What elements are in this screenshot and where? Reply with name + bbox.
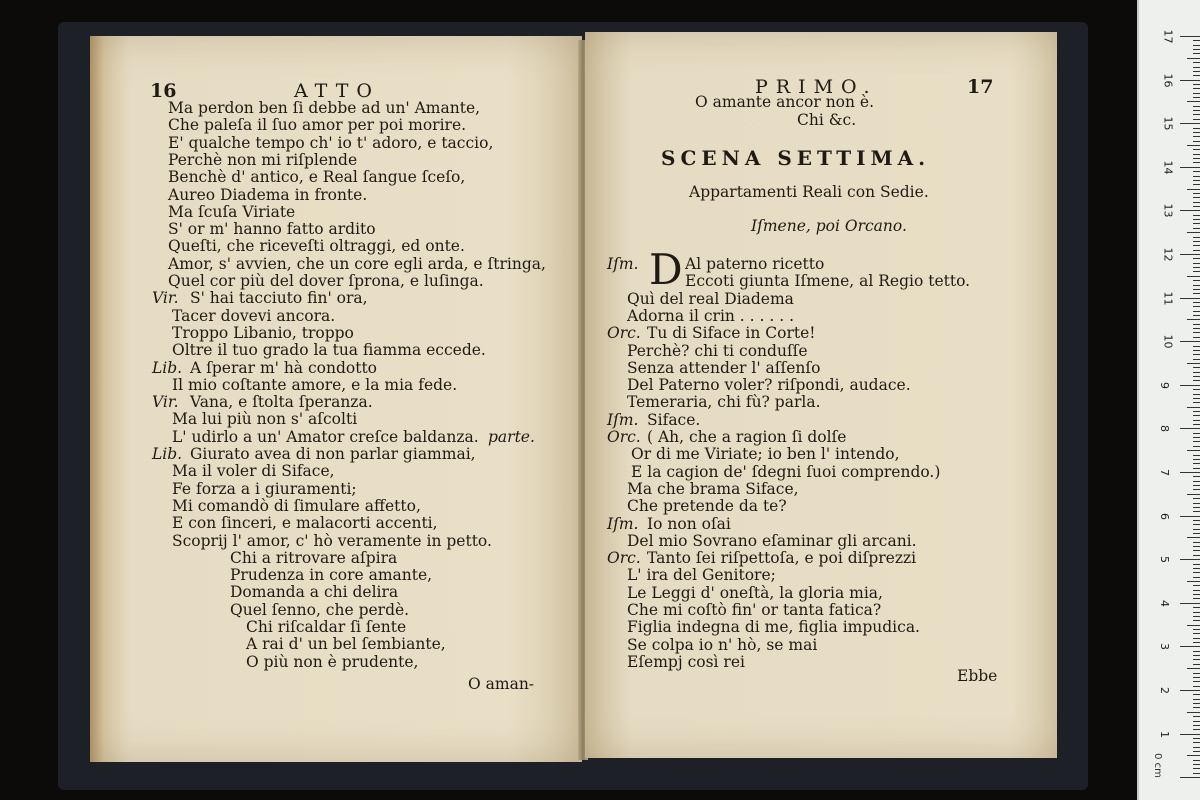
ruler-tick — [1193, 751, 1200, 752]
ruler-tick — [1193, 555, 1200, 556]
ruler-tick — [1180, 385, 1200, 386]
verse-line: A rai d' un bel ſembiante, — [246, 635, 446, 654]
ruler-tick — [1193, 585, 1200, 586]
verse-line: O più non è prudente, — [246, 652, 419, 671]
ruler-tick — [1193, 88, 1200, 89]
verse-line: O amante ancor non è. — [695, 93, 875, 111]
right-page — [585, 32, 1057, 758]
ruler-tick — [1180, 777, 1200, 778]
ruler-tick — [1193, 612, 1200, 613]
verse-line: Se colpa io n' hò, se mai — [627, 635, 818, 654]
ruler-tick — [1193, 415, 1200, 416]
ruler-tick — [1180, 36, 1200, 37]
ruler-tick — [1193, 114, 1200, 115]
verse-line: Oltre il tuo grado la tua fiamma eccede. — [172, 341, 486, 360]
ruler-tick — [1193, 629, 1200, 630]
verse-line: Quel ſenno, che perdè. — [230, 600, 410, 619]
ruler-tick — [1193, 703, 1200, 704]
verse-line: Benchè d' antico, e Real ſangue ſceſo, — [168, 168, 466, 187]
ruler-tick — [1193, 293, 1200, 294]
verse-line: Quì del real Diadema — [627, 289, 794, 308]
ruler-number: 6 — [1158, 512, 1171, 520]
ruler-unit-label: 0 cm — [1151, 753, 1163, 778]
ruler-tick — [1193, 119, 1200, 120]
ruler-tick — [1193, 572, 1200, 573]
ruler-tick — [1193, 476, 1200, 477]
ruler-tick — [1187, 58, 1200, 59]
ruler-tick — [1193, 598, 1200, 599]
ruler-number: 3 — [1158, 643, 1171, 651]
ruler-number: 5 — [1158, 556, 1171, 564]
ruler-tick — [1193, 158, 1200, 159]
ruler-tick — [1193, 289, 1200, 290]
verse-line: Chi a ritrovare aſpira — [230, 548, 398, 567]
ruler-tick — [1187, 276, 1200, 277]
ruler-tick — [1193, 250, 1200, 251]
verse-line: Prudenza in core amante, — [230, 566, 433, 585]
ruler-tick — [1180, 298, 1200, 299]
ruler-tick — [1193, 315, 1200, 316]
ruler-tick — [1180, 80, 1200, 81]
ruler-tick — [1193, 681, 1200, 682]
page-number-right: 17 — [967, 76, 994, 98]
ruler-tick — [1180, 167, 1200, 168]
verse-line: Ma il voler di Siface, — [172, 462, 335, 481]
verse-line: Tu di Siface in Corte! — [647, 324, 816, 343]
ruler-tick — [1193, 707, 1200, 708]
ruler-tick — [1193, 481, 1200, 482]
ruler-tick — [1193, 223, 1200, 224]
ruler-number: 1 — [1158, 730, 1171, 738]
ruler-number: 4 — [1158, 599, 1171, 607]
ruler-tick — [1193, 463, 1200, 464]
ruler-tick — [1193, 354, 1200, 355]
ruler-tick — [1193, 433, 1200, 434]
ruler-tick — [1193, 380, 1200, 381]
ruler-tick — [1193, 394, 1200, 395]
ruler-tick — [1193, 62, 1200, 63]
ruler-tick — [1193, 507, 1200, 508]
ruler-tick — [1193, 206, 1200, 207]
ruler-tick — [1193, 245, 1200, 246]
scene-characters: Iſmene, poi Orcano. — [751, 217, 907, 235]
ruler-tick — [1193, 729, 1200, 730]
ruler-tick — [1180, 341, 1200, 342]
catchword-right: Ebbe — [957, 667, 998, 685]
ruler-tick — [1187, 625, 1200, 626]
ruler-tick — [1193, 285, 1200, 286]
ruler-number: 15 — [1161, 116, 1175, 131]
ruler-tick — [1193, 577, 1200, 578]
ruler-tick — [1193, 45, 1200, 46]
ruler-tick — [1193, 149, 1200, 150]
speaker-label: Orc. — [607, 324, 641, 343]
ruler-number: 17 — [1161, 29, 1175, 44]
verse-line: Io non oſai — [647, 514, 731, 533]
ruler-number: 9 — [1158, 381, 1171, 389]
speaker-label: Orc. — [607, 428, 641, 446]
ruler-tick — [1193, 267, 1200, 268]
running-head-left: ATTO — [294, 80, 380, 102]
verse-line: Or di me Viriate; io ben l' intendo, — [631, 445, 900, 464]
ruler-number: 13 — [1161, 203, 1175, 218]
verse-line: S' or m' hanno fatto ardito — [168, 220, 376, 239]
scene-setting: Appartamenti Reali con Sedie. — [689, 183, 929, 201]
ruler-tick — [1193, 263, 1200, 264]
ruler-tick — [1193, 271, 1200, 272]
ruler-tick — [1193, 97, 1200, 98]
ruler-tick — [1193, 616, 1200, 617]
ruler-tick — [1187, 145, 1200, 146]
ruler-tick — [1193, 197, 1200, 198]
ruler-tick — [1187, 537, 1200, 538]
ruler-tick — [1180, 210, 1200, 211]
ruler-tick — [1193, 359, 1200, 360]
ruler-number: 7 — [1158, 469, 1171, 476]
verse-line: Che mi coſtò fin' or tanta fatica? — [627, 601, 882, 619]
ruler-tick — [1193, 677, 1200, 678]
ruler-tick — [1193, 132, 1200, 133]
ruler-tick — [1193, 564, 1200, 565]
verse-line: Le Leggi d' oneſtà, la gloria mia, — [627, 583, 883, 602]
verse-line: Ma lui più non s' aſcolti — [172, 410, 358, 429]
ruler-tick — [1193, 306, 1200, 307]
ruler-tick — [1193, 594, 1200, 595]
ruler-tick — [1187, 319, 1200, 320]
ruler-tick — [1193, 136, 1200, 137]
ruler-tick — [1193, 258, 1200, 259]
verse-line: Vana, e ſtolta ſperanza. — [190, 393, 373, 412]
verse-line: Senza attender l' aſſenſo — [627, 358, 821, 377]
ruler-tick — [1193, 721, 1200, 722]
ruler-tick — [1180, 603, 1200, 604]
ruler-tick — [1193, 437, 1200, 438]
ruler-tick — [1193, 542, 1200, 543]
verse-line: Ma perdon ben ſi debbe ad un' Amante, — [168, 99, 481, 117]
verse-line: Siface. — [647, 410, 701, 429]
verse-line: Fe forza a i giuramenti; — [172, 479, 357, 498]
verse-line: Domanda a chi delira — [230, 583, 399, 602]
ruler-tick — [1193, 402, 1200, 403]
ruler-tick — [1193, 328, 1200, 329]
ruler-number: 2 — [1158, 687, 1171, 694]
ruler-tick — [1193, 699, 1200, 700]
speaker-label: Iſm. — [607, 410, 639, 429]
verse-line: Aureo Diadema in fronte. — [168, 185, 368, 204]
ruler-tick — [1193, 84, 1200, 85]
ruler-tick — [1180, 254, 1200, 255]
verse-line: Tanto ſei riſpettoſa, e poi diſprezzi — [647, 549, 917, 568]
verse-line: Figlia indegna di me, figlia impudica. — [627, 618, 920, 637]
verse-line: L' ira del Genitore; — [627, 566, 776, 585]
verse-line: Adorna il crin . . . . . . — [627, 306, 795, 325]
ruler-tick — [1193, 459, 1200, 460]
verse-line: Mi comandò di ſimulare affetto, — [172, 496, 421, 515]
ruler-tick — [1193, 424, 1200, 425]
verse-line: Troppo Libanio, troppo — [172, 323, 354, 342]
ruler-number: 16 — [1161, 73, 1175, 88]
ruler-tick — [1193, 53, 1200, 54]
speaker-label: Vir. — [152, 289, 179, 308]
verse-line: Chi riſcaldar ſi ſente — [246, 618, 407, 636]
ruler-tick — [1193, 768, 1200, 769]
ruler-tick — [1193, 372, 1200, 373]
ruler-tick — [1187, 101, 1200, 102]
ruler-number: 11 — [1161, 291, 1175, 306]
ruler-tick — [1193, 633, 1200, 634]
ruler-tick — [1193, 485, 1200, 486]
ruler-tick — [1193, 376, 1200, 377]
ruler-tick — [1193, 673, 1200, 674]
speaker-label: Iſm. — [607, 255, 639, 273]
ruler-tick — [1187, 363, 1200, 364]
ruler-tick — [1193, 607, 1200, 608]
ruler-tick — [1193, 533, 1200, 534]
verse-line: Eſempj così rei — [627, 652, 745, 671]
ruler-tick — [1193, 498, 1200, 499]
ruler-tick — [1193, 128, 1200, 129]
ruler-tick — [1193, 106, 1200, 107]
ruler-tick — [1193, 75, 1200, 76]
verse-line: Giurato avea di non parlar giammai, — [190, 445, 476, 463]
ruler-tick — [1180, 734, 1200, 735]
ruler-tick — [1180, 516, 1200, 517]
drop-cap: D — [649, 245, 683, 294]
ruler-tick — [1193, 764, 1200, 765]
verse-line: S' hai tacciuto fin' ora, — [190, 289, 368, 308]
speaker-label: Vir. — [152, 393, 179, 412]
ruler-tick — [1193, 546, 1200, 547]
ruler-tick — [1193, 524, 1200, 525]
ruler-tick — [1187, 755, 1200, 756]
verse-line: Chi &c. — [797, 111, 857, 129]
ruler-tick — [1193, 686, 1200, 687]
ruler-tick — [1193, 280, 1200, 281]
verse-line: Ma che brama Siface, — [627, 479, 799, 498]
verse-line: Perchè non mi riſplende — [168, 150, 358, 169]
ruler-tick — [1193, 110, 1200, 111]
verse-line: Ma ſcuſa Viriate — [168, 202, 296, 221]
ruler-tick — [1193, 346, 1200, 347]
ruler-tick — [1193, 40, 1200, 41]
ruler-tick — [1187, 581, 1200, 582]
verse-line: Amor, s' avvien, che un core egli arda, e ſtringa, — [168, 254, 546, 273]
ruler-number: 12 — [1161, 247, 1175, 262]
ruler-tick — [1193, 568, 1200, 569]
ruler-tick — [1193, 49, 1200, 50]
ruler-tick — [1187, 407, 1200, 408]
verse-line: Temeraria, chi fù? parla. — [627, 393, 821, 412]
ruler-tick — [1193, 367, 1200, 368]
ruler-tick — [1193, 694, 1200, 695]
catchword-left: O aman- — [468, 675, 535, 693]
ruler-tick — [1187, 189, 1200, 190]
ruler-tick — [1193, 716, 1200, 717]
ruler-tick — [1193, 176, 1200, 177]
verse-line: L' udirlo a un' Amator creſce baldanza. — [172, 427, 479, 446]
page-number-left: 16 — [150, 80, 177, 102]
ruler-tick — [1193, 398, 1200, 399]
ruler-tick — [1180, 646, 1200, 647]
speaker-label: Orc. — [607, 549, 641, 568]
ruler-tick — [1193, 468, 1200, 469]
verse-line: E la cagion de' ſdegni ſuoi comprendo.) — [631, 462, 941, 481]
ruler-tick — [1193, 411, 1200, 412]
verse-line: ( Ah, che a ragion ſi dolſe — [647, 428, 847, 446]
ruler-tick — [1187, 232, 1200, 233]
verse-line: Tacer dovevi ancora. — [172, 306, 336, 325]
ruler-tick — [1193, 638, 1200, 639]
ruler-tick — [1193, 193, 1200, 194]
ruler-tick — [1193, 324, 1200, 325]
ruler-tick — [1193, 747, 1200, 748]
ruler-tick — [1193, 162, 1200, 163]
ruler-tick — [1193, 171, 1200, 172]
ruler-tick — [1193, 180, 1200, 181]
ruler-tick — [1193, 237, 1200, 238]
ruler-tick — [1193, 215, 1200, 216]
ruler-tick — [1193, 655, 1200, 656]
speaker-label: Iſm. — [607, 514, 639, 533]
ruler-tick — [1193, 311, 1200, 312]
ruler-tick — [1193, 141, 1200, 142]
verse-line: E con ſinceri, e malacorti accenti, — [172, 514, 438, 533]
scene-title: SCENA SETTIMA. — [661, 146, 931, 170]
ruler-tick — [1193, 332, 1200, 333]
running-head-right: PRIMO. — [755, 76, 878, 98]
ruler-tick — [1193, 742, 1200, 743]
verse-line: Quel cor più del dover ſprona, e luſinga. — [168, 272, 484, 290]
stage-direction: parte. — [488, 427, 535, 446]
ruler-tick — [1193, 511, 1200, 512]
ruler-tick — [1180, 559, 1200, 560]
verse-line: A ſperar m' hà condotto — [190, 358, 378, 377]
ruler-tick — [1193, 659, 1200, 660]
ruler-tick — [1193, 228, 1200, 229]
ruler-tick — [1187, 494, 1200, 495]
ruler-tick — [1193, 71, 1200, 72]
verse-line: E' qualche tempo ch' io t' adoro, e taccio, — [168, 133, 494, 152]
verse-line: Al paterno ricetto — [685, 255, 825, 273]
verse-line: Del Paterno voler? riſpondi, audace. — [627, 376, 911, 395]
ruler-tick — [1193, 350, 1200, 351]
ruler-number: 14 — [1161, 160, 1175, 175]
verse-line: Del mio Sovrano eſaminar gli arcani. — [627, 531, 917, 550]
ruler-tick — [1193, 520, 1200, 521]
ruler-tick — [1193, 664, 1200, 665]
speaker-label: Lib. — [152, 358, 183, 377]
measurement-ruler — [1137, 0, 1200, 800]
ruler-tick — [1193, 67, 1200, 68]
ruler-tick — [1193, 590, 1200, 591]
verse-line: Che pretende da te? — [627, 497, 787, 516]
ruler-tick — [1193, 337, 1200, 338]
ruler-tick — [1193, 642, 1200, 643]
ruler-tick — [1180, 690, 1200, 691]
ruler-tick — [1187, 668, 1200, 669]
verse-line: Eccoti giunta Iſmene, al Regio tetto. — [685, 272, 971, 291]
ruler-tick — [1193, 489, 1200, 490]
ruler-tick — [1187, 450, 1200, 451]
ruler-tick — [1193, 441, 1200, 442]
verse-line: Che paleſa il ſuo amor per poi morire. — [168, 116, 467, 135]
ruler-tick — [1193, 725, 1200, 726]
ruler-tick — [1193, 446, 1200, 447]
ruler-tick — [1187, 712, 1200, 713]
ruler-tick — [1193, 455, 1200, 456]
ruler-tick — [1193, 154, 1200, 155]
ruler-tick — [1193, 302, 1200, 303]
ruler-tick — [1180, 472, 1200, 473]
ruler-tick — [1180, 428, 1200, 429]
ruler-tick — [1193, 760, 1200, 761]
speaker-label: Lib. — [152, 445, 183, 463]
ruler-number: 10 — [1161, 334, 1175, 349]
ruler-tick — [1193, 550, 1200, 551]
ruler-tick — [1193, 503, 1200, 504]
ruler-number: 8 — [1158, 425, 1171, 433]
verse-line: Scoprij l' amor, c' hò veramente in petto. — [172, 531, 492, 550]
verse-line: Il mio coſtante amore, e la mia fede. — [172, 375, 458, 394]
ruler-tick — [1193, 620, 1200, 621]
verse-line: Perchè? chi ti conduſſe — [627, 341, 808, 360]
verse-line: Queſti, che riceveſti oltraggi, ed onte. — [168, 237, 465, 256]
ruler-tick — [1180, 123, 1200, 124]
ruler-tick — [1193, 738, 1200, 739]
ruler-tick — [1193, 241, 1200, 242]
ruler-tick — [1193, 420, 1200, 421]
ruler-tick — [1193, 93, 1200, 94]
ruler-tick — [1193, 219, 1200, 220]
ruler-tick — [1193, 389, 1200, 390]
ruler-tick — [1193, 529, 1200, 530]
ruler-tick — [1193, 651, 1200, 652]
ruler-tick — [1193, 773, 1200, 774]
ruler-tick — [1193, 184, 1200, 185]
left-page — [90, 36, 582, 762]
ruler-tick — [1193, 202, 1200, 203]
